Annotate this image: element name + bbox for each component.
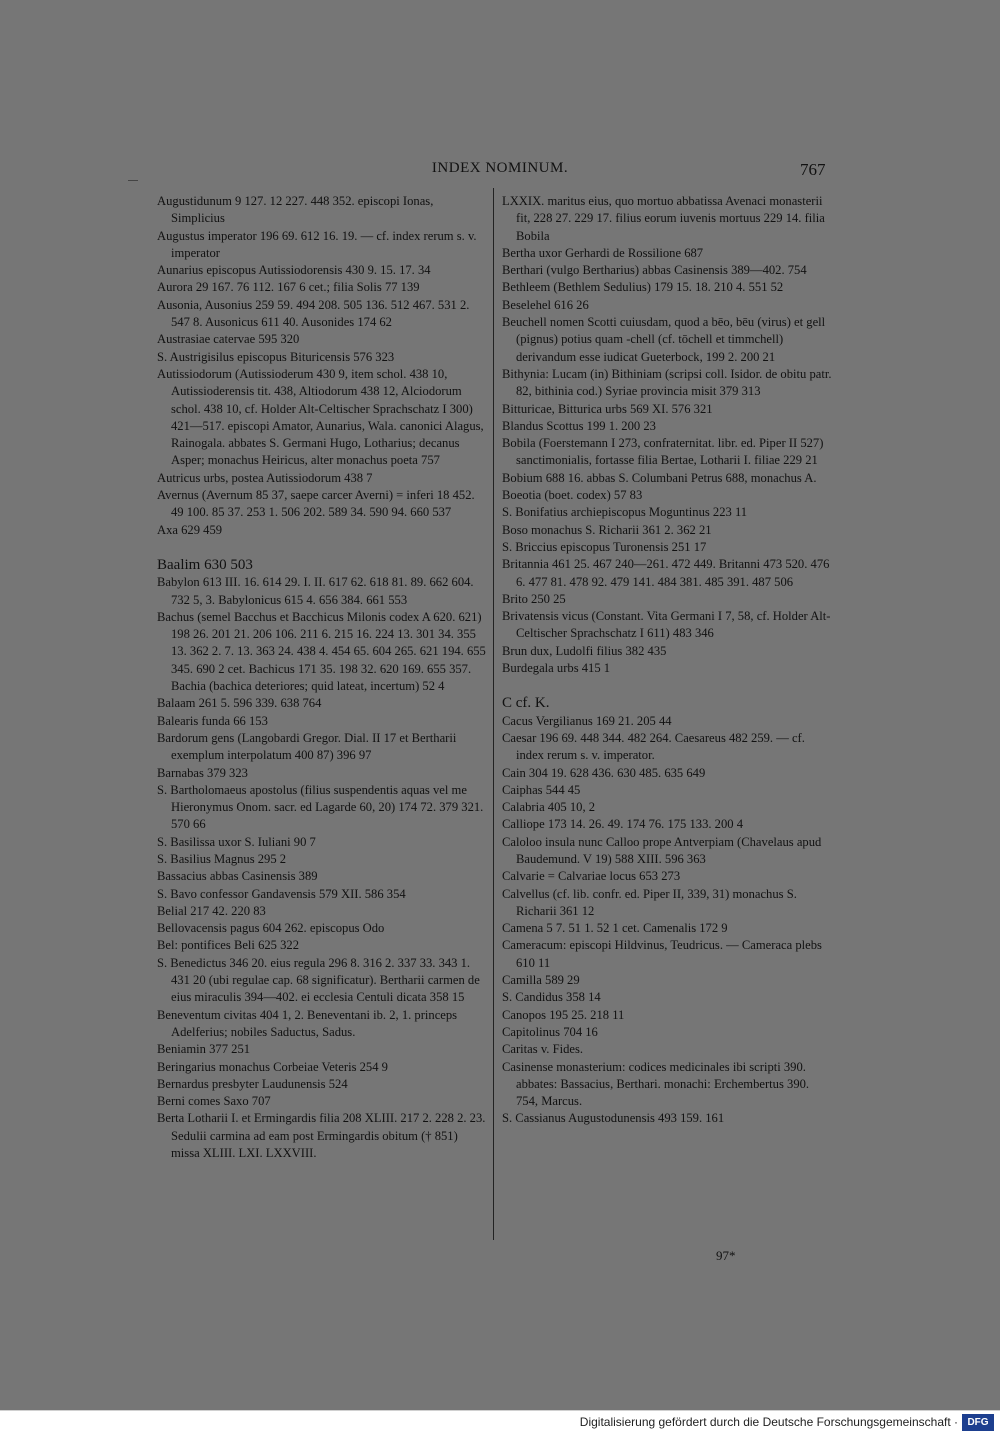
index-entry: Capitolinus 704 16 xyxy=(502,1024,598,1039)
index-entry: Beuchell nomen Scotti cuiusdam, quod a bēo, bēu (virus) et gell (pignus) potius quam -chell (cf. tōchell et timmchell) derivandum esse iudicat Gueterbock, 199 2. 200 21 xyxy=(502,315,826,364)
index-entry: Beneventum civitas 404 1, 2. Beneventani ib. 2, 1. princeps Adelferius; nobiles Saductus, Sadus. xyxy=(157,1007,458,1039)
index-entry: S. Basilius Magnus 295 2 xyxy=(157,851,287,866)
index-entry: Britannia 461 25. 467 240—261. 472 449. Britanni 473 520. 476 6. 477 81. 478 92. 479 141. 484 381. 485 391. 487 506 xyxy=(502,557,830,589)
index-entry: Blandus Scottus 199 1. 200 23 xyxy=(502,418,656,433)
index-entry: C cf. K. xyxy=(502,695,550,712)
index-entry: S. Bavo confessor Gandavensis 579 XII. 586 354 xyxy=(157,886,406,901)
index-entry: S. Candidus 358 14 xyxy=(502,990,601,1005)
index-entry: Boeotia (boet. codex) 57 83 xyxy=(502,488,643,503)
index-entry: S. Benedictus 346 20. eius regula 296 8. 316 2. 337 33. 343 1. 431 20 (ubi regulae cap. 68 significatur). Bertharii carmen de eius miraculis 394—402. ei ecclesia Centuli dicata 358 15 xyxy=(157,955,480,1005)
right-column xyxy=(502,193,832,1128)
index-entry: Calabria 405 10, 2 xyxy=(502,800,596,815)
index-entry: Calvellus (cf. lib. confr. ed. Piper II, 339, 31) monachus S. Richarii 361 12 xyxy=(502,886,797,918)
index-entry: Caritas v. Fides. xyxy=(502,1042,584,1057)
index-entry: Camilla 589 29 xyxy=(502,973,580,988)
index-entry: Caesar 196 69. 448 344. 482 264. Caesareus 482 259. — cf. index rerum s. v. imperator. xyxy=(502,730,805,763)
index-entry: Bel: pontifices Beli 625 322 xyxy=(157,938,300,953)
index-entry: Caloloo insula nunc Calloo prope Antverpiam (Chavelaus apud Baudemund. V 19) 588 XIII. 596 363 xyxy=(502,834,822,866)
index-entry: Cameracum: episcopi Hildvinus, Teudricus. — Cameraca plebs 610 11 xyxy=(502,938,822,970)
index-entry: Calliope 173 14. 26. 49. 174 76. 175 133. 200 4 xyxy=(502,817,744,832)
index-entry: S. Briccius episcopus Turonensis 251 17 xyxy=(502,539,707,554)
index-entry: S. Austrigisilus episcopus Bituricensis 576 323 xyxy=(157,349,395,364)
left-column xyxy=(157,193,487,1162)
index-entry: Bellovacensis pagus 604 262. episcopus Odo xyxy=(157,921,385,936)
index-entry: Bobium 688 16. abbas S. Columbani Petrus 688, monachus A. xyxy=(502,470,817,485)
index-entry: S. Basilissa uxor S. Iuliani 90 7 xyxy=(157,834,316,849)
index-entry: Bachus (semel Bacchus et Bacchicus Milonis codex A 620. 621) 198 26. 201 21. 206 106. 211 6. 215 16. 224 13. 301 34. 355 13. 362 2. 7. 13. 363 24. 438 4. 454 65. 604 265. 621 194. 655 345. 690 2 cet. Bachicus 171 35. 198 32. 620 169. 655 357. Bachia (bachica deteriores; quid lateat, incertum) 52 4 xyxy=(157,609,486,694)
index-entry: Brivatensis vicus (Constant. Vita Germani I 7, 58, cf. Holder Alt-Celtischer Sprachschatz I 611) 483 346 xyxy=(502,609,831,641)
index-entry: S. Bartholomaeus apostolus (filius suspendentis aquas vel me Hieronymus Onom. sacr. ed Lagarde 60, 20) 174 72. 379 321. 570 66 xyxy=(157,782,484,832)
index-entry: Berni comes Saxo 707 xyxy=(157,1094,271,1109)
index-entry: Bitturicae, Bitturica urbs 569 XI. 576 321 xyxy=(502,401,713,416)
index-entry: Baalim 630 503 xyxy=(157,556,253,573)
signature-mark: 97* xyxy=(716,1248,736,1263)
index-entry: Cacus Vergilianus 169 21. 205 44 xyxy=(502,713,672,728)
index-entry: Balearis funda 66 153 xyxy=(157,713,268,728)
index-entry: Bardorum gens (Langobardi Gregor. Dial. II 17 et Bertharii exemplum interpolatum 400 87) 396 97 xyxy=(157,730,457,763)
index-entry: Bethleem (Bethlem Sedulius) 179 15. 18. 210 4. 551 52 xyxy=(502,280,784,295)
index-entry: Cain 304 19. 628 436. 630 485. 635 649 xyxy=(502,765,706,780)
index-entry: Burdegala urbs 415 1 xyxy=(502,661,611,676)
index-entry: Aunarius episcopus Autissiodorensis 430 9. 15. 17. 34 xyxy=(157,263,431,278)
index-entry: Calvarie = Calvariae locus 653 273 xyxy=(502,869,681,884)
column-divider xyxy=(493,188,494,1240)
dfg-logo-icon: DFG xyxy=(962,1414,994,1431)
index-entry: Berta Lotharii I. et Ermingardis filia 208 XLIII. 217 2. 228 2. 23. Sedulii carmina ad eam post Ermingardis obitum († 851) missa XLIII. LXI. LXXVIII. xyxy=(157,1111,486,1161)
index-entry: Bithynia: Lucam (in) Bithiniam (scripsi coll. Isidor. de obitu patr. 82, bithinia cod.) Syriae provincia misit 379 313 xyxy=(502,366,832,399)
index-entry: Bobila (Foerstemann I 273, confraternitat. libr. ed. Piper II 527) sanctimonialis, fortasse filia Bertae, Lotharii I. filiae 229 21 xyxy=(502,436,824,468)
index-entry: Autissiodorum (Autissioderum 430 9, item schol. 438 10, Autissioderensis tit. 438, Altiodorum 438 12, Alciodorum schol. 438 10, cf. Holder Alt-Celtischer Sprachschatz I 300) 421—517. episcopi Amator, Aunarius, Wala. canonici Alagus, Rainogala. abbates S. Germani Hugo, Lotharius; decanus Asper; monachus Heiricus, alter monachus poeta 757 xyxy=(157,366,484,468)
index-entry: Caiphas 544 45 xyxy=(502,782,581,797)
index-entry: Beringarius monachus Corbeiae Veteris 254 9 xyxy=(157,1059,388,1074)
index-entry: Augustidunum 9 127. 12 227. 448 352. episcopi Ionas, Simplicius xyxy=(157,194,434,226)
index-entry: Ausonia, Ausonius 259 59. 494 208. 505 136. 512 467. 531 2. 547 8. Ausonicus 611 40. Ausonides 174 62 xyxy=(157,297,470,330)
index-entry: Augustus imperator 196 69. 612 16. 19. — cf. index rerum s. v. imperator xyxy=(157,228,477,260)
footer-credit: Digitalisierung gefördert durch die Deutsche Forschungsgemeinschaft · xyxy=(579,1415,958,1429)
index-entry: Autricus urbs, postea Autissiodorum 438 7 xyxy=(157,470,373,485)
index-entry: Avernus (Avernum 85 37, saepe carcer Averni) = inferi 18 452. 49 100. 85 37. 253 1. 506 202. 589 34. 590 94. 660 537 xyxy=(157,488,475,520)
index-entry: Brun dux, Ludolfi filius 382 435 xyxy=(502,643,667,658)
footer-bar xyxy=(0,1410,1000,1435)
index-entry: Boso monachus S. Richarii 361 2. 362 21 xyxy=(502,522,712,537)
index-entry: Beniamin 377 251 xyxy=(157,1042,251,1057)
index-entry: Brito 250 25 xyxy=(502,591,566,606)
index-entry: Balaam 261 5. 596 339. 638 764 xyxy=(157,696,322,711)
index-entry: Beselehel 616 26 xyxy=(502,297,589,312)
index-entry: Casinense monasterium: codices medicinales ibi scripti 390. abbates: Bassacius, Berthari. monachi: Erchembertus 390. 754, Marcus. xyxy=(502,1059,810,1109)
index-entry: Camena 5 7. 51 1. 52 1 cet. Camenalis 172 9 xyxy=(502,921,728,936)
index-entry: S. Bonifatius archiepiscopus Moguntinus 223 11 xyxy=(502,505,748,520)
index-entry: Bassacius abbas Casinensis 389 xyxy=(157,869,318,884)
index-entry: Axa 629 459 xyxy=(157,522,223,537)
index-entry: Canopos 195 25. 218 11 xyxy=(502,1007,625,1022)
index-entry: Bertha uxor Gerhardi de Rossilione 687 xyxy=(502,245,704,260)
index-entry: Babylon 613 III. 16. 614 29. I. II. 617 62. 618 81. 89. 662 604. 732 5, 3. Babylonicus 615 4. 656 384. 661 553 xyxy=(157,575,474,607)
index-entry: Aurora 29 167. 76 112. 167 6 cet.; filia Solis 77 139 xyxy=(157,280,420,295)
index-entry: LXXIX. maritus eius, quo mortuo abbatissa Avenaci monasterii fit, 228 27. 229 17. filius eorum iuvenis mortuus 229 14. filia Bobila xyxy=(502,194,825,243)
margin-mark xyxy=(128,180,138,181)
index-entry: Austrasiae catervae 595 320 xyxy=(157,332,300,347)
running-title: INDEX NOMINUM. xyxy=(431,160,569,176)
index-entry: Berthari (vulgo Bertharius) abbas Casinensis 389—402. 754 xyxy=(502,263,807,278)
index-entry: Barnabas 379 323 xyxy=(157,765,248,780)
page-number: 767 xyxy=(800,160,826,179)
index-entry: Belial 217 42. 220 83 xyxy=(157,903,266,918)
index-entry: Bernardus presbyter Laudunensis 524 xyxy=(157,1076,348,1091)
index-entry: S. Cassianus Augustodunensis 493 159. 161 xyxy=(502,1111,725,1126)
